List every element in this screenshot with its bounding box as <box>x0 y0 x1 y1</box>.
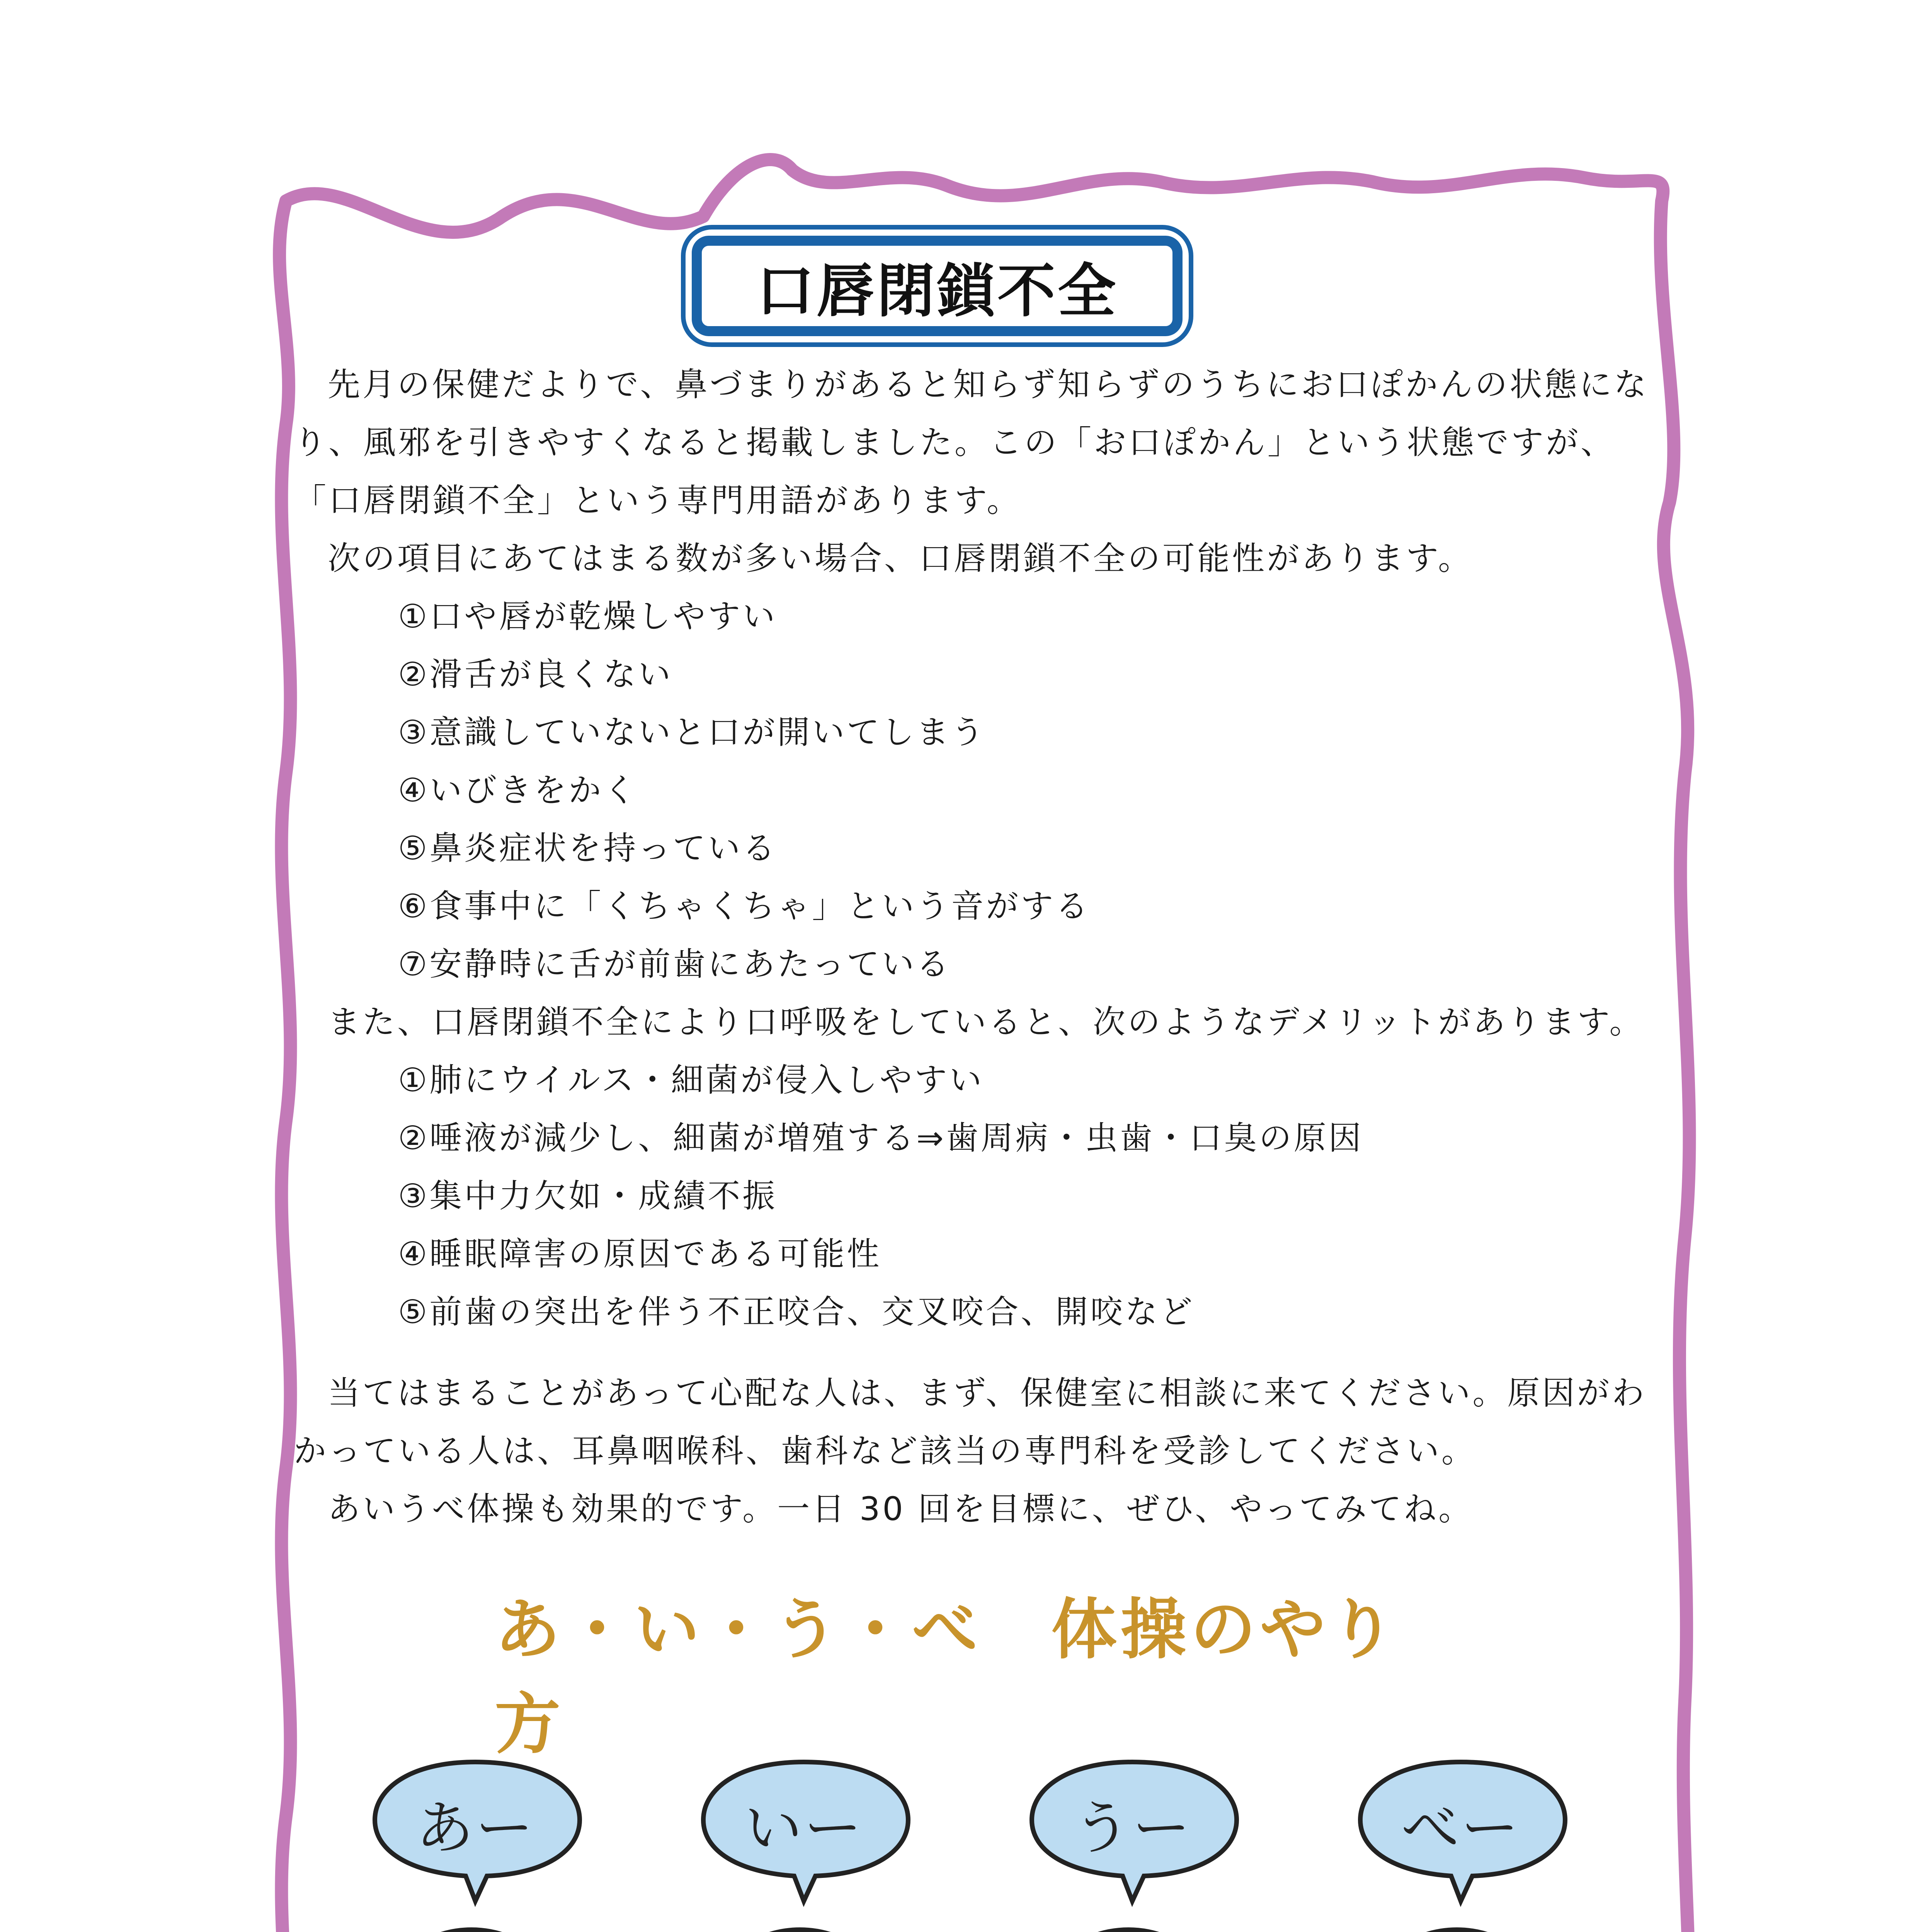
advice-paragraph: 当てはまることがあって心配な人は、まず、保健室に相談に来てください。原因がわかっている人は、耳鼻咽喉科、歯科など該当の専門科を受診してください。 <box>294 1374 1647 1470</box>
checklist-item: ①口や唇が乾燥しやすい <box>398 597 778 635</box>
checklist-item: ⑥食事中に「くちゃくちゃ」という音がする <box>398 887 1091 925</box>
demerit-item: ④睡眠障害の原因である可能性 <box>398 1235 882 1273</box>
advice-exercise: あいうべ体操も効果的です。一日 30 回を目標に、ぜひ、やってみてね。 <box>328 1490 1474 1528</box>
face-mouth-open-icon <box>359 1909 630 1932</box>
bubble-label: うー <box>1072 1795 1192 1862</box>
article-body <box>294 355 1654 1538</box>
checklist-item: ⑤鼻炎症状を持っている <box>398 829 778 867</box>
checklist-item: ②滑舌が良くない <box>398 655 673 693</box>
demerit-lead: また、口唇閉鎖不全により口呼吸をしていると、次のようなデメリットがあります。 <box>328 1003 1644 1041</box>
face-mouth-wide-icon <box>688 1909 958 1932</box>
demerit-item: ⑤前歯の突出を伴う不正咬合、交叉咬合、開咬など <box>398 1293 1195 1331</box>
face-mouth-pucker-icon <box>1016 1909 1287 1932</box>
title-box <box>692 236 1183 336</box>
checklist-item: ⑦安静時に舌が前歯にあたっている <box>398 945 951 983</box>
demerit-item: ①肺にウイルス・細菌が侵入しやすい <box>398 1061 984 1099</box>
bubble-label: いー <box>744 1795 863 1862</box>
checklist-item: ③意識していないと口が開いてしまう <box>398 713 986 751</box>
demerit-item: ③集中力欠如・成績不振 <box>398 1177 778 1215</box>
page-title: 口唇閉鎖不全 <box>756 258 1118 325</box>
exercise-title: あ・い・う・べ 体操のやり方 <box>495 1592 1399 1763</box>
face-tongue-out-icon <box>1345 1909 1615 1932</box>
intro-paragraph: 先月の保健だよりで、鼻づまりがあると知らず知らずのうちにお口ぽかんの状態になり、風邪を引きやすくなると掲載しました。この「お口ぽかん」という状態ですが、「口唇閉鎖不全」という専門用語があります。 <box>294 366 1649 519</box>
intro-checklist-lead: 次の項目にあてはまる数が多い場合、口唇閉鎖不全の可能性があります。 <box>328 539 1473 577</box>
bubble-label: あー <box>415 1795 535 1862</box>
bubble-label: べー <box>1401 1795 1520 1862</box>
checklist-item: ④いびきをかく <box>398 771 638 809</box>
demerit-item: ②唾液が減少し、細菌が増殖する⇒歯周病・虫歯・口臭の原因 <box>398 1119 1363 1157</box>
